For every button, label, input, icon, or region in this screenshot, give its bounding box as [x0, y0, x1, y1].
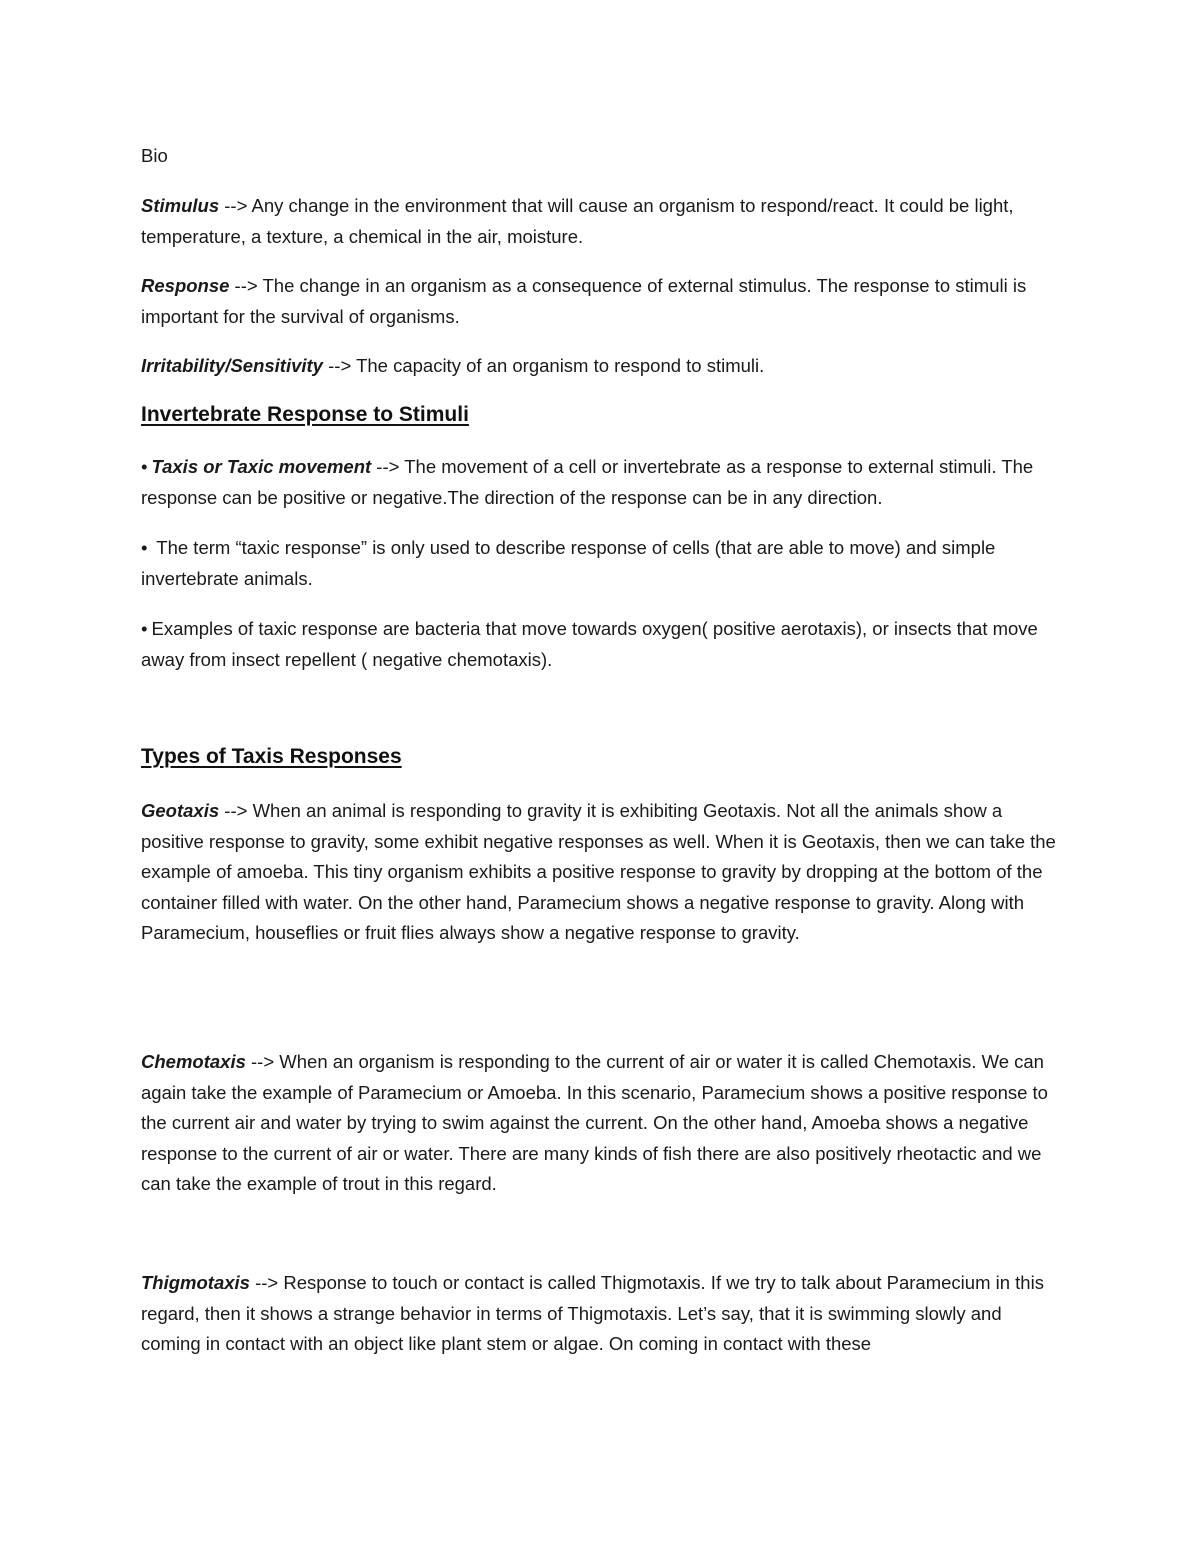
bullet-icon: • — [141, 618, 148, 639]
taxis-term: Geotaxis — [141, 800, 220, 821]
bullet-icon: • — [141, 537, 148, 558]
definition-irritability — [141, 351, 1066, 382]
definition-text: The change in an organism as a consequence of external stimulus. The response to stimuli is important for the survival of organisms. — [141, 275, 1027, 327]
bullet-text: The term “taxic response” is only used to describe response of cells (that are able to move) and simple invertebrate animals. — [141, 537, 996, 589]
definition-term: Stimulus — [141, 195, 220, 216]
taxis-term: Chemotaxis — [141, 1051, 246, 1072]
bullet-text: The movement of a cell or invertebrate as a response to external stimuli. The response can be positive or negative.The direction of the response can be in any direction. — [141, 456, 1034, 508]
arrow: --> — [249, 1272, 284, 1293]
definition-text: The capacity of an organism to respond to stimuli. — [356, 355, 765, 376]
taxis-thigmotaxis — [141, 1268, 1066, 1360]
bullet-examples — [141, 614, 1066, 675]
bullet-term: Taxis or Taxic movement — [151, 456, 372, 477]
definition-term: Response — [141, 275, 230, 296]
arrow: --> — [219, 800, 253, 821]
definition-term: Irritability/Sensitivity — [141, 355, 323, 376]
definition-response — [141, 271, 1066, 332]
arrow: --> — [229, 275, 263, 296]
document-title: Bio — [141, 145, 168, 166]
section-heading-invertebrate: Invertebrate Response to Stimuli — [141, 403, 469, 426]
taxis-text: Response to touch or contact is called Thigmotaxis. If we try to talk about Paramecium in this regard, then it shows a strange behavior in terms of Thigmotaxis. Let’s say, that it is swimming slowly and coming in contact with an object like plant stem or algae. On coming in contact with these — [141, 1272, 1044, 1354]
arrow: --> — [371, 456, 405, 477]
section-heading-types: Types of Taxis Responses — [141, 745, 402, 768]
taxis-term: Thigmotaxis — [141, 1272, 250, 1293]
taxis-chemotaxis — [141, 1047, 1066, 1200]
arrow: --> — [219, 195, 252, 216]
definition-stimulus — [141, 191, 1066, 252]
arrow: --> — [322, 355, 357, 376]
bullet-taxic-term — [141, 533, 1066, 594]
taxis-text: When an organism is responding to the current of air or water it is called Chemotaxis. We can again take the example of Paramecium or Amoeba. In this scenario, Paramecium shows a positive response to the current air and water by trying to swim against the current. On the other hand, Amoeba shows a negative response to the current of air or water. There are many kinds of fish there are also positively rheotactic and we can take the example of trout in this regard. — [141, 1051, 1048, 1194]
definition-text: Any change in the environment that will cause an organism to respond/react. It could be light, temperature, a texture, a chemical in the air, moisture. — [141, 195, 1014, 247]
taxis-text: When an animal is responding to gravity it is exhibiting Geotaxis. Not all the animals show a positive response to gravity, some exhibit negative responses as well. When it is Geotaxis, then we can take the example of amoeba. This tiny organism exhibits a positive response to gravity by dropping at the bottom of the container filled with water. On the other hand, Paramecium shows a negative response to gravity. Along with Paramecium, houseflies or fruit flies always show a negative response to gravity. — [141, 800, 1056, 943]
arrow: --> — [245, 1051, 280, 1072]
bullet-icon: • — [141, 456, 148, 477]
bullet-taxis — [141, 452, 1066, 513]
bullet-text: Examples of taxic response are bacteria that move towards oxygen( positive aerotaxis), or insects that move away from insect repellent ( negative chemotaxis). — [141, 618, 1038, 670]
taxis-geotaxis — [141, 796, 1066, 949]
